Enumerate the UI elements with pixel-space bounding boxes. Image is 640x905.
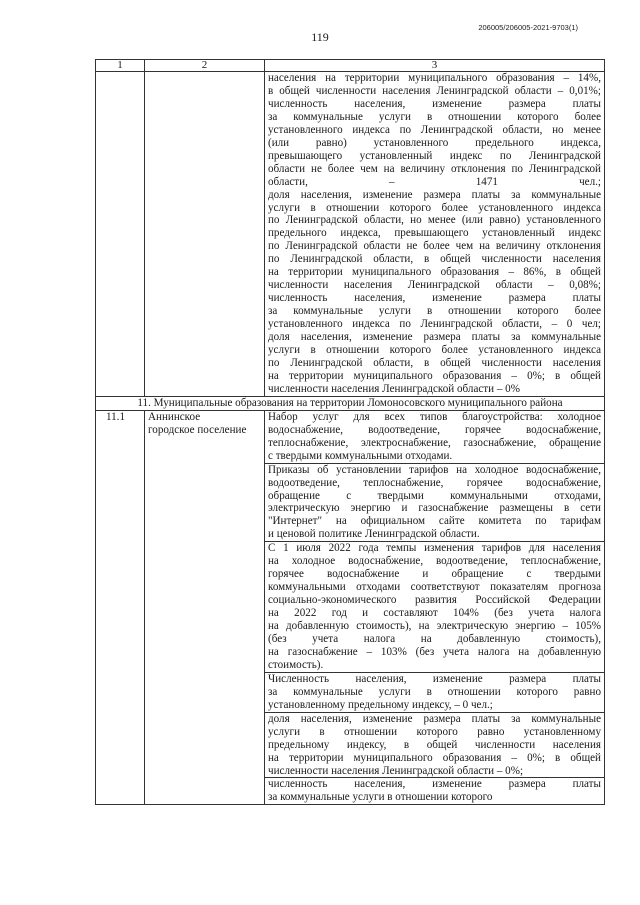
text-line: на газоснабжение – 103% (без учета налога на добавленную xyxy=(268,645,601,658)
paragraph xyxy=(265,778,604,804)
text-line: коммунальными отходами соответствуют показателям прогноза xyxy=(268,581,601,594)
text-line: численность населения, изменение размера платы xyxy=(268,292,601,305)
text-line: по Ленинградской области, но менее (или равно) установленного xyxy=(268,214,601,227)
paragraph xyxy=(265,464,604,543)
section-title: 11. Муниципальные образования на территории Ломоносовского муниципального района xyxy=(96,396,605,410)
text-line: "Интернет" на официальном сайте комитета по тарифам xyxy=(268,515,601,528)
text-line: услуги в отношении которого равно установленному xyxy=(268,725,601,738)
text-line: доля населения, изменение размера платы за коммунальные xyxy=(268,188,601,201)
text-line: установленному предельному индексу, – 0 чел.; xyxy=(268,698,493,711)
text-line: на территории муниципального образования – 86%, в общей xyxy=(268,266,601,279)
continued-name-cell xyxy=(145,72,265,397)
text-line: за коммунальные услуги в отношении которого равно xyxy=(268,685,601,698)
text-line: численности населения Ленинградской области – 0% xyxy=(268,382,520,395)
text-line: Приказы об установлении тарифов на холодное водоснабжение, xyxy=(268,463,601,476)
text-line: на холодное водоснабжение, водоотведение, теплоснабжение, xyxy=(268,555,601,568)
document-code: 206005/206005-2021-9703(1) xyxy=(478,23,578,32)
row-description-cell xyxy=(265,410,605,805)
page-number: 119 xyxy=(311,30,329,44)
text-line: по Ленинградской области не более чем на величину отклонения xyxy=(268,240,601,253)
text-line: услуги в отношении которого более установленного индекса xyxy=(268,344,601,357)
text-line: С 1 июля 2022 года темпы изменения тарифов для населения xyxy=(268,542,601,555)
table-row xyxy=(96,410,605,805)
column-header-1: 1 xyxy=(96,60,145,72)
row-name-line: городское поселение xyxy=(148,423,247,436)
row-name-line: Аннинское xyxy=(148,410,201,423)
text-line: обращение с твердыми коммунальными отходами, xyxy=(268,489,601,502)
text-line: по Ленинградской области, в общей численности населения xyxy=(268,356,601,369)
row-number: 11.1 xyxy=(96,410,145,805)
text-line: превышающего установленный индекс по Ленинградской xyxy=(268,149,601,162)
text-line: численность населения, изменение размера платы xyxy=(268,97,601,110)
text-line: за коммунальные услуги в отношении которого более xyxy=(268,110,601,123)
text-line: численность населения, изменение размера платы xyxy=(268,778,601,791)
text-line: (без учета налога на добавленную стоимость), xyxy=(268,632,601,645)
text-line: и ценовой политике Ленинградской области. xyxy=(268,528,480,541)
paragraph xyxy=(265,713,604,779)
text-line: водоснабжение, водоотведение, горячее водоснабжение, xyxy=(268,423,601,436)
text-line: доля населения, изменение размера платы за коммунальные xyxy=(268,712,601,725)
text-line: численности населения Ленинградской области – 0%; xyxy=(268,764,524,777)
text-line: на территории муниципального образования – 0%; в общей xyxy=(268,369,601,382)
text-line: за коммунальные услуги в отношении которого xyxy=(268,791,493,804)
text-line: стоимость). xyxy=(268,658,324,671)
continued-text-cell xyxy=(265,72,605,397)
column-header-row xyxy=(96,60,605,72)
text-line: на 2022 год и составляют 104% (без учета налога xyxy=(268,607,601,620)
text-line: социально-экономического развития Российской Федерации xyxy=(268,594,601,607)
text-line: предельному индексу, в общей численности населения xyxy=(268,738,601,751)
continued-row xyxy=(96,72,605,397)
text-line: численности населения Ленинградской области – 0,08%; xyxy=(268,279,601,292)
text-line: на добавленную стоимость), на электрическую энергию – 105% xyxy=(268,620,601,633)
text-line: Набор услуг для всех типов благоустройства: холодное xyxy=(268,410,601,423)
text-line: Численность населения, изменение размера платы xyxy=(268,672,601,685)
text-line: теплоснабжение, электроснабжение, газоснабжение, обращение xyxy=(268,436,601,449)
text-line: установленного индекса по Ленинградской области, но менее xyxy=(268,123,601,136)
text-line: услуги в отношении которого более установленного индекса xyxy=(268,201,601,214)
tariff-table xyxy=(95,59,605,805)
continued-number-cell xyxy=(96,72,145,397)
text-line: с твердыми коммунальными отходами. xyxy=(268,449,453,462)
text-line: по Ленинградской области, в общей численности населения xyxy=(268,253,601,266)
text-line: в общей численности населения Ленинградской области – 0,01%; xyxy=(268,84,601,97)
column-header-3: 3 xyxy=(265,60,605,72)
column-header-2: 2 xyxy=(145,60,265,72)
section-row xyxy=(96,396,605,410)
text-line: предельного индекса, превышающего установленный индекс xyxy=(268,227,601,240)
text-line: за коммунальные услуги в отношении которого более xyxy=(268,305,601,318)
row-name xyxy=(145,410,265,805)
text-line: населения на территории муниципального образования – 14%, xyxy=(268,72,601,84)
text-line: горячее водоснабжение и обращение с твердыми xyxy=(268,568,601,581)
text-line: электрическую энергию и газоснабжение размещены в сети xyxy=(268,502,601,515)
text-line: водоотведение, теплоснабжение, горячее водоснабжение, xyxy=(268,476,601,489)
text-line: области, – 1471 чел.; xyxy=(268,175,601,188)
paragraph xyxy=(265,542,604,673)
text-line: на территории муниципального образования – 0%; в общей xyxy=(268,751,601,764)
text-line: установленного индекса по Ленинградской области, – 0 чел; xyxy=(268,318,601,331)
text-line: (или равно) установленного предельного индекса, xyxy=(268,136,601,149)
text-line: области не более чем на величину отклонения по Ленинградской xyxy=(268,162,601,175)
paragraph xyxy=(265,411,604,464)
paragraph xyxy=(265,673,604,713)
text-line: доля населения, изменение размера платы за коммунальные xyxy=(268,331,601,344)
